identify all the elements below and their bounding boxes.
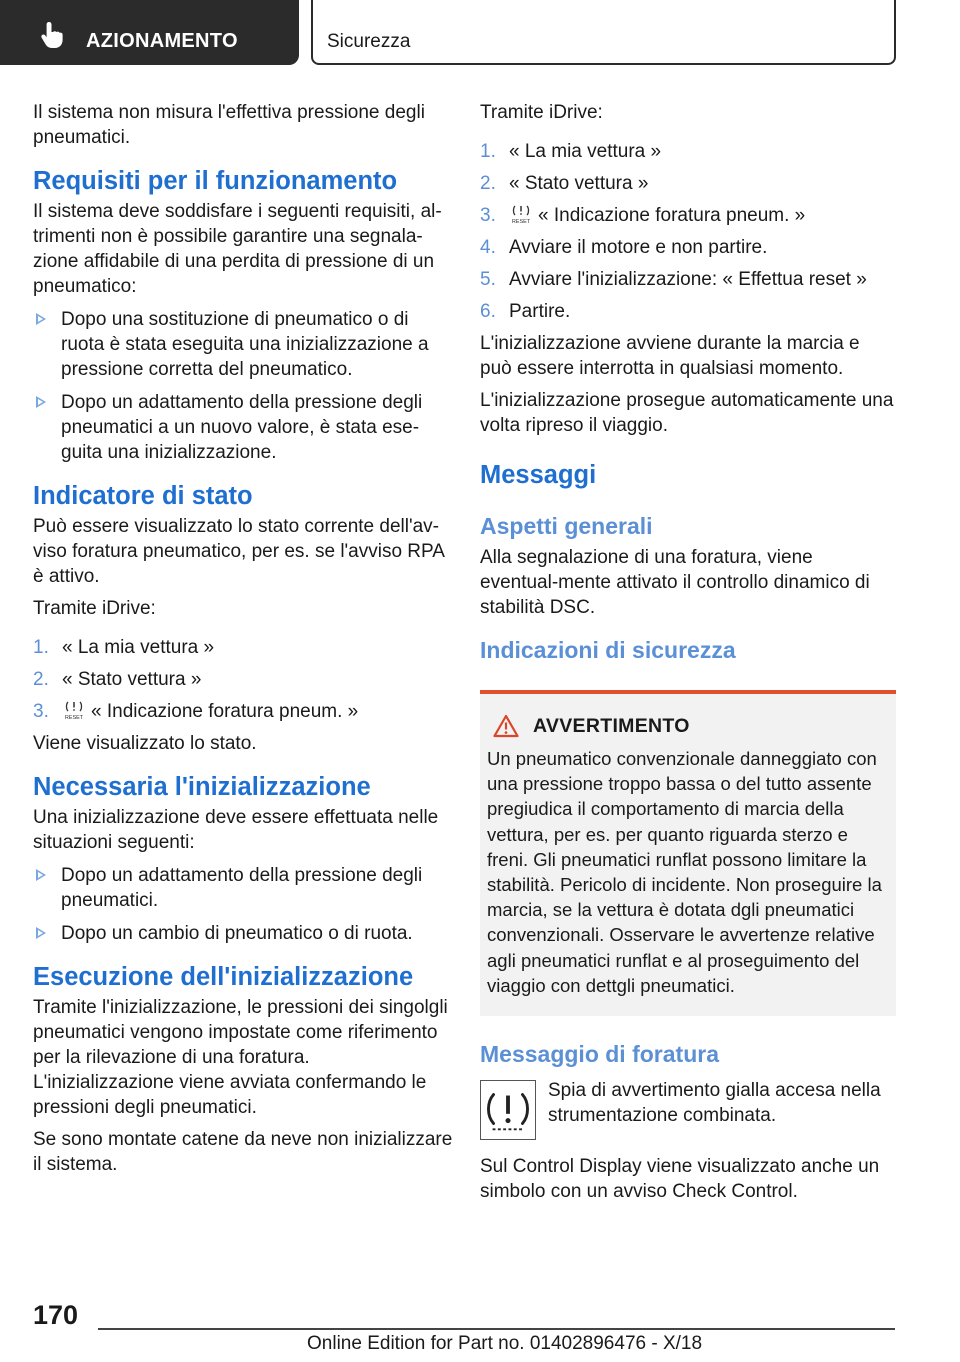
tire-pressure-reset-icon <box>63 700 85 720</box>
intro-text: Il sistema non misura l'effettiva pressione degli pneumatici. <box>33 102 425 148</box>
footer-divider <box>98 1328 895 1330</box>
heading-messages: Messaggi <box>480 461 597 489</box>
step-item: 1. « La mia vettura » <box>480 141 662 162</box>
step-item: 2. « Stato vettura » <box>33 669 202 690</box>
general-text: Alla segnalazione di una foratura, viene eventual-mente attivato il controllo dinamico di stabilità DSC. <box>480 547 870 618</box>
control-display-text: Sul Control Display viene visualizzato anche un simbolo con un avviso Check Control. <box>480 1156 880 1203</box>
init-during-text: L'inizializzazione avviene durante la marcia e può essere interrotta in qualsiasi momento. <box>480 333 860 379</box>
status-result: Viene visualizzato lo stato. <box>33 733 257 754</box>
execution-text: Tramite l'inizializzazione, le pressioni dei singolgli pneumatici vengono impostate come riferimento per la rilevazione di una foratura. L'inizializzazione viene avviata confermando le pressioni degli pneumatici. <box>33 997 448 1118</box>
page-number: 170 <box>33 1300 79 1330</box>
chapter-tab <box>0 0 299 65</box>
left-column <box>33 100 453 1184</box>
need-text: Una inizializzazione deve essere effettuata nelle situazioni seguenti: <box>33 807 439 853</box>
section-title: Sicurezza <box>327 31 411 52</box>
step-item: 1. « La mia vettura » <box>33 637 215 658</box>
triangle-bullet-icon <box>36 927 46 939</box>
section-tab <box>311 0 896 65</box>
heading-puncture-message: Messaggio di foratura <box>480 1041 719 1068</box>
idrive-label: Tramite iDrive: <box>33 598 156 619</box>
triangle-bullet-icon <box>36 396 46 408</box>
warning-header <box>487 714 888 738</box>
puncture-indicator <box>480 1078 896 1140</box>
requirements-text: Il sistema deve soddisfare i seguenti requisiti, al-trimenti non è possibile garantire una segnala-zione affidabile di una perdita di pressione di un pneumatico: <box>33 201 442 297</box>
heading-general: Aspetti generali <box>480 513 653 539</box>
heading-execution: Esecuzione dell'inizializzazione <box>33 963 414 991</box>
step-item: 3. RESET « Indicazione foratura pneum. » <box>33 701 359 722</box>
list-item: Dopo un cambio di pneumatico o di ruota. <box>33 921 453 946</box>
warning-triangle-icon <box>493 714 519 738</box>
step-item: 3. RESET « Indicazione foratura pneum. » <box>480 205 806 226</box>
warning-box <box>480 690 896 1016</box>
init-continue-text: L'inizializzazione prosegue automaticamente una volta ripreso il viaggio. <box>480 390 894 436</box>
idrive-label: Tramite iDrive: <box>480 102 603 123</box>
triangle-bullet-icon <box>36 869 46 881</box>
step-item: 2. « Stato vettura » <box>480 173 649 194</box>
warning-text: Un pneumatico convenzionale danneggiato con una pressione troppo bassa o del tutto assente pregiudica il comportamento di marcia della vettura, per es. per quanto riguarda sterzo e freni. Gli pneumatici runflat possono limitare la stabilità. Pericolo di incidente. Non proseguire la marcia, se la vettura è dotata dgli pneumatici convenzionali. Osservare le avvertenze relative agli pneumatici runflat e al proseguimento del viaggio con dettgli pneumatici. <box>487 748 882 996</box>
puncture-text: Spia di avvertimento gialla accesa nella strumentazione combinata. <box>548 1080 881 1127</box>
heading-safety: Indicazioni di sicurezza <box>480 637 736 663</box>
list-item: Dopo una sostituzione di pneumatico o di ruota è stata eseguita una inizializzazione a pressione corretta del pneumatico. <box>33 307 453 382</box>
svg-text:RESET: RESET <box>64 715 84 720</box>
status-text: Può essere visualizzato lo stato corrente dell'av-viso foratura pneumatico, per es. se l'avviso RPA è attivo. <box>33 516 444 587</box>
step-item: 6. Partire. <box>480 301 571 322</box>
warning-title: AVVERTIMENTO <box>533 714 690 737</box>
footer-edition: Online Edition for Part no. 01402896476 - X/18 <box>307 1333 703 1354</box>
right-column <box>480 100 896 1211</box>
snow-chains-text: Se sono montate catene da neve non inizializzare il sistema. <box>33 1129 453 1175</box>
heading-requirements: Requisiti per il funzionamento <box>33 167 398 195</box>
tire-pressure-reset-icon <box>510 204 532 224</box>
hand-touch-icon <box>38 20 68 50</box>
list-item: Dopo un adattamento della pressione degli pneumatici a un nuovo valore, è stata ese-guita una inizializzazione. <box>33 390 453 465</box>
step-item: 5. Avviare l'inizializzazione: « Effettua reset » <box>480 269 867 290</box>
heading-status: Indicatore di stato <box>33 482 253 510</box>
list-item: Dopo un adattamento della pressione degli pneumatici. <box>33 863 453 913</box>
triangle-bullet-icon <box>36 313 46 325</box>
chapter-title: AZIONAMENTO <box>86 30 238 52</box>
step-item: 4. Avviare il motore e non partire. <box>480 237 768 258</box>
tire-pressure-warning-icon <box>480 1080 536 1140</box>
heading-initialization-needed: Necessaria l'inizializzazione <box>33 773 371 801</box>
svg-text:RESET: RESET <box>511 219 531 224</box>
